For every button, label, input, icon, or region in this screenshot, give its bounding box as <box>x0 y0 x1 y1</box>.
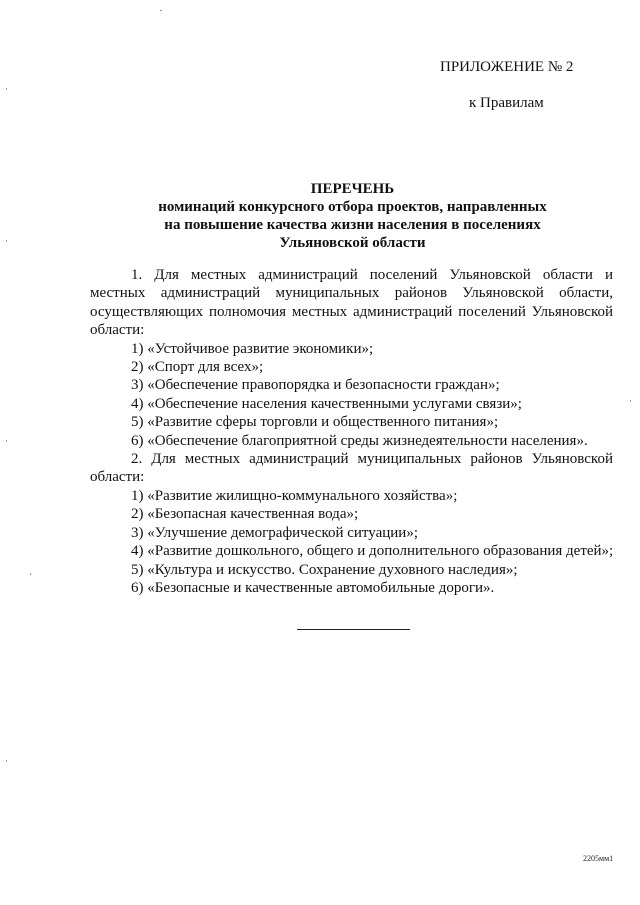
scan-speck <box>30 573 31 575</box>
footer-document-code: 2205мм1 <box>583 854 614 863</box>
document-body <box>90 266 613 597</box>
section-2-item-6: 6) «Безопасные и качественные автомобильные дороги». <box>131 579 495 596</box>
scan-speck <box>6 760 7 762</box>
section-1-item-2: 2) «Спорт для всех»; <box>131 359 264 376</box>
scan-speck <box>6 88 7 90</box>
section-2-intro: 2. Для местных администраций муниципальных районов Ульяновской области: <box>90 451 613 486</box>
section-1-intro: 1. Для местных администраций поселений Ульяновской области и местных администраций муниципальных районов Ульяновской области, осуществляющих полномочия местных администраций поселений Ульяновской области: <box>90 267 613 339</box>
title-line-3: на повышение качества жизни населения в поселениях <box>164 217 541 233</box>
document-title <box>90 180 615 252</box>
section-2-item-4: 4) «Развитие дошкольного, общего и дополнительного образования детей»; <box>131 543 614 560</box>
section-2-item-5: 5) «Культура и искусство. Сохранение духовного наследия»; <box>131 561 518 578</box>
section-2-item-3: 3) «Улучшение демографической ситуации»; <box>131 524 418 541</box>
title-line-1: ПЕРЕЧЕНЬ <box>310 181 395 197</box>
rules-reference: к Правилам <box>469 95 544 111</box>
title-line-2: номинаций конкурсного отбора проектов, направленных <box>158 199 547 215</box>
section-1-item-1: 1) «Устойчивое развитие экономики»; <box>131 340 374 357</box>
section-2-item-1: 1) «Развитие жилищно-коммунального хозяйства»; <box>131 487 458 504</box>
section-1-item-5: 5) «Развитие сферы торговли и общественного питания»; <box>131 414 499 431</box>
title-line-4: Ульяновской области <box>279 235 426 251</box>
closing-divider-line <box>297 629 410 630</box>
section-1-item-4: 4) «Обеспечение населения качественными услугами связи»; <box>131 395 522 412</box>
scan-speck <box>6 240 7 242</box>
scan-speck <box>630 400 631 402</box>
scan-speck <box>160 10 162 11</box>
section-1-item-3: 3) «Обеспечение правопорядка и безопасности граждан»; <box>131 377 500 394</box>
appendix-heading: ПРИЛОЖЕНИЕ № 2 <box>440 59 574 75</box>
scan-speck <box>6 440 7 442</box>
section-1-item-6: 6) «Обеспечение благоприятной среды жизнедеятельности населения». <box>131 432 588 449</box>
section-2-item-2: 2) «Безопасная качественная вода»; <box>131 506 359 523</box>
